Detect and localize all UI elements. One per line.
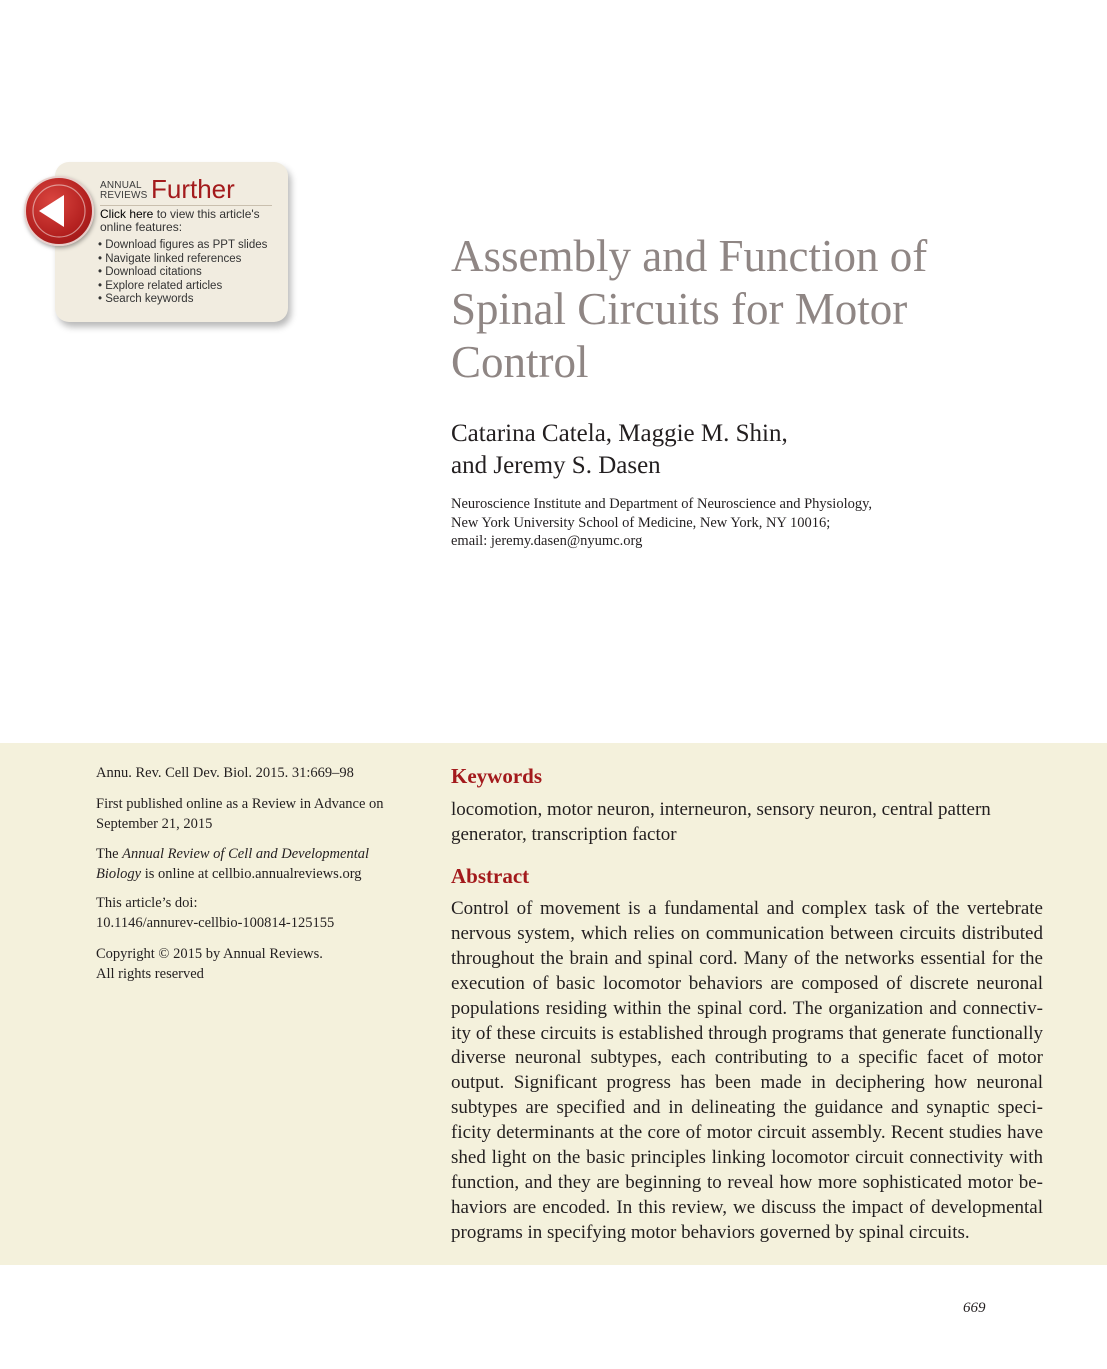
further-intro (100, 208, 280, 234)
further-logo-text: Further (151, 174, 235, 204)
copyright: Copyright © 2015 by Annual Reviews. (96, 946, 323, 962)
publication-note (96, 795, 416, 834)
click-here-link[interactable]: Click here (100, 207, 154, 221)
feature-item[interactable]: • Navigate linked references (98, 253, 267, 267)
doi-note (96, 894, 416, 933)
doi-label: This article’s doi: (96, 895, 198, 911)
email-line[interactable]: email: jeremy.dasen@nyumc.org (451, 533, 643, 549)
journal-name: Annual Review of Cell and Developmental (122, 846, 370, 862)
back-arrow-icon[interactable] (24, 176, 94, 246)
further-features-list (98, 239, 267, 307)
feature-item[interactable]: • Download citations (98, 266, 267, 280)
abstract-heading: Abstract (451, 864, 530, 888)
further-divider (100, 205, 272, 206)
journal-url[interactable]: is online at cellbio.annualreviews.org (141, 865, 362, 882)
affiliation (451, 495, 971, 551)
keywords-text: locomotion, motor neuron, interneuron, sensory neuron, central pattern generator, transcription factor (451, 799, 991, 845)
copyright-note (96, 945, 416, 984)
feature-item[interactable]: • Explore related articles (98, 280, 267, 294)
affiliation-line: New York University School of Medicine, New York, NY 10016; (451, 514, 831, 531)
authors (451, 418, 871, 482)
further-intro-text: to view this article's online features: (100, 207, 260, 234)
publication-line: First published online as a Review in Advance on (96, 796, 384, 812)
abstract-text: Control of movement is a fundamental and complex task of the vertebrate nervous system, which relies on communication between circuits distributed throughout the brain and spinal cord. Many of the networks essential for the execution of basic locomotor behaviors are composed of discrete neuronal populations residing within the spinal cord. The organization and connectivity of these circuits is established through programs that generate functionally diverse neuronal subtypes, each contributing to a specific facet of motor output. Significant progress has been made in deciphering how neuronal subtypes are specified and in delineating the guidance and synaptic specificity determinants at the core of motor circuit assembly. Recent studies have shed light on the basic principles linking locomotor circuit connectivity with function, and they are beginning to reveal how more sophisticated motor behaviors are encoded. In this review, we discuss the impact of developmental programs in specifying motor behaviors governed by spinal circuits. (451, 898, 1043, 1243)
citation: Annu. Rev. Cell Dev. Biol. 2015. 31:669–98 (96, 765, 354, 781)
journal-name: Biology (96, 865, 142, 882)
affiliation-line: Neuroscience Institute and Department of Neuroscience and Physiology, (451, 496, 873, 512)
journal-note (96, 845, 416, 884)
feature-item[interactable]: • Download figures as PPT slides (98, 239, 267, 253)
publication-date: September 21, 2015 (96, 815, 213, 832)
feature-item[interactable]: • Search keywords (98, 293, 267, 307)
doi-value[interactable]: 10.1146/annurev-cellbio-100814-125155 (96, 914, 335, 931)
annual-reviews-logo: ANNUAL REVIEWS (100, 180, 148, 201)
article-title: Assembly and Function of Spinal Circuits for Motor Control (451, 231, 928, 387)
journal-pre: The (96, 846, 123, 862)
rights: All rights reserved (96, 965, 204, 982)
authors-line: Catarina Catela, Maggie M. Shin, (451, 420, 788, 447)
keywords-heading: Keywords (451, 764, 542, 788)
authors-line: and Jeremy S. Dasen (451, 452, 661, 479)
page-number: 669 (963, 1300, 986, 1316)
